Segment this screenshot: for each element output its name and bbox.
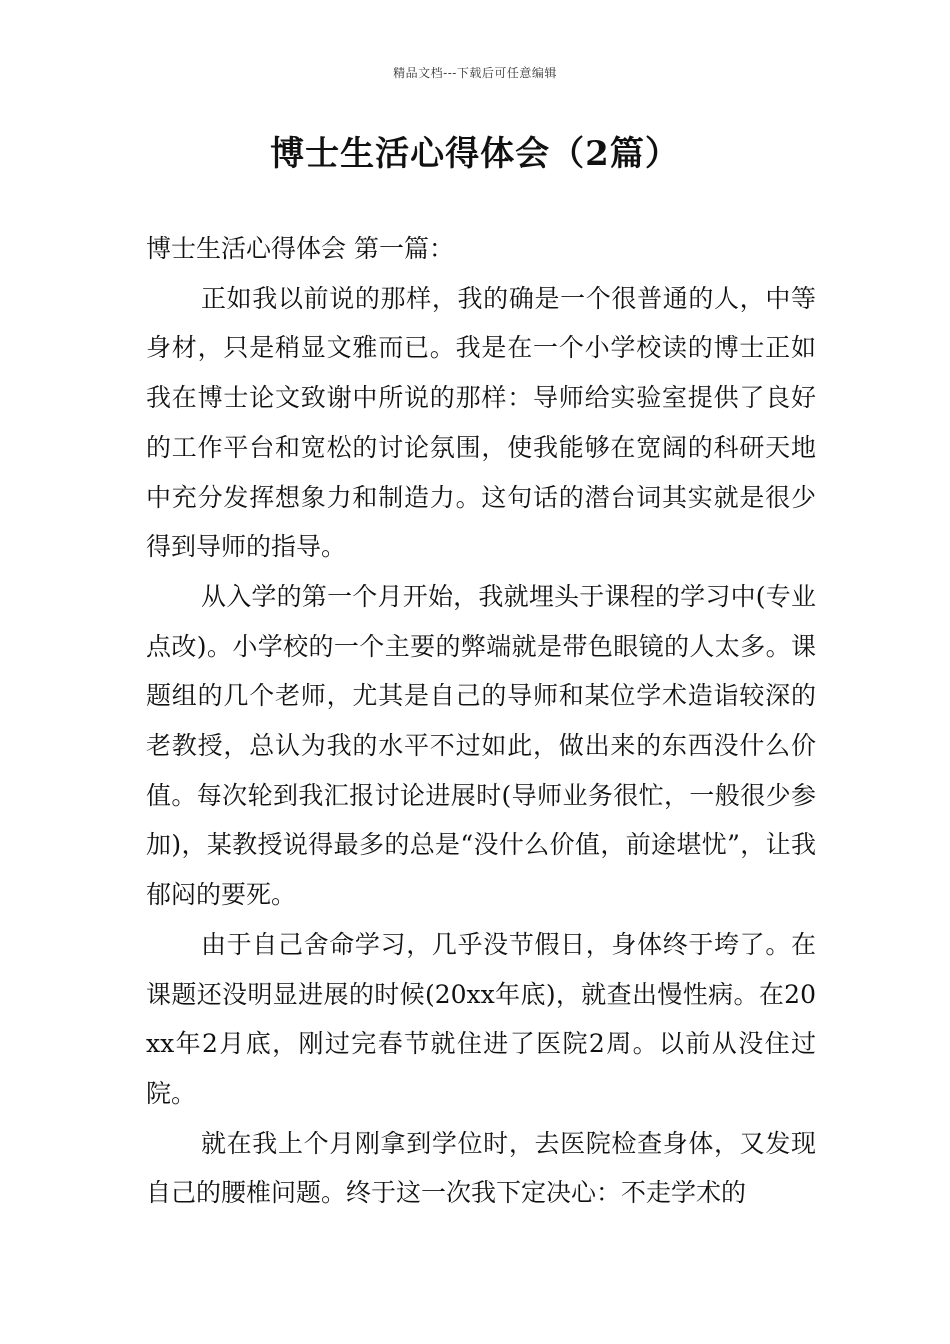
- document-body: [146, 224, 816, 1218]
- document-title: 博士生活心得体会（2篇）: [270, 134, 680, 174]
- paragraph-4: 就在我上个月刚拿到学位时，去医院检查身体，又发现自己的腰椎问题。终于这一次我下定决心：不走学术的: [146, 1128, 816, 1208]
- paragraph-3: 由于自己舍命学习，几乎没节假日，身体终于垮了。在课题还没明显进展的时候(20xx年底)，就查出慢性病。在20xx年2月底，刚过完春节就住进了医院2周。以前从没住过院。: [146, 929, 816, 1108]
- header-note: 精品文档---下载后可任意编辑: [393, 66, 557, 80]
- paragraph-1: 正如我以前说的那样，我的确是一个很普通的人，中等身材，只是稍显文雅而已。我是在一个小学校读的博士正如我在博士论文致谢中所说的那样：导师给实验室提供了良好的工作平台和宽松的讨论氛围，使我能够在宽阔的科研天地中充分发挥想象力和制造力。这句话的潜台词其实就是很少得到导师的指导。: [146, 283, 816, 562]
- paragraph-2: 从入学的第一个月开始，我就埋头于课程的学习中(专业点改)。小学校的一个主要的弊端就是带色眼镜的人太多。课题组的几个老师，尤其是自己的导师和某位学术造诣较深的老教授，总认为我的水平不过如此，做出来的东西没什么价值。每次轮到我汇报讨论进展时(导师业务很忙，一般很少参加)，某教授说得最多的总是“没什么价值，前途堪忧”，让我郁闷的要死。: [146, 581, 816, 910]
- section-heading: 博士生活心得体会 第一篇：: [146, 234, 454, 263]
